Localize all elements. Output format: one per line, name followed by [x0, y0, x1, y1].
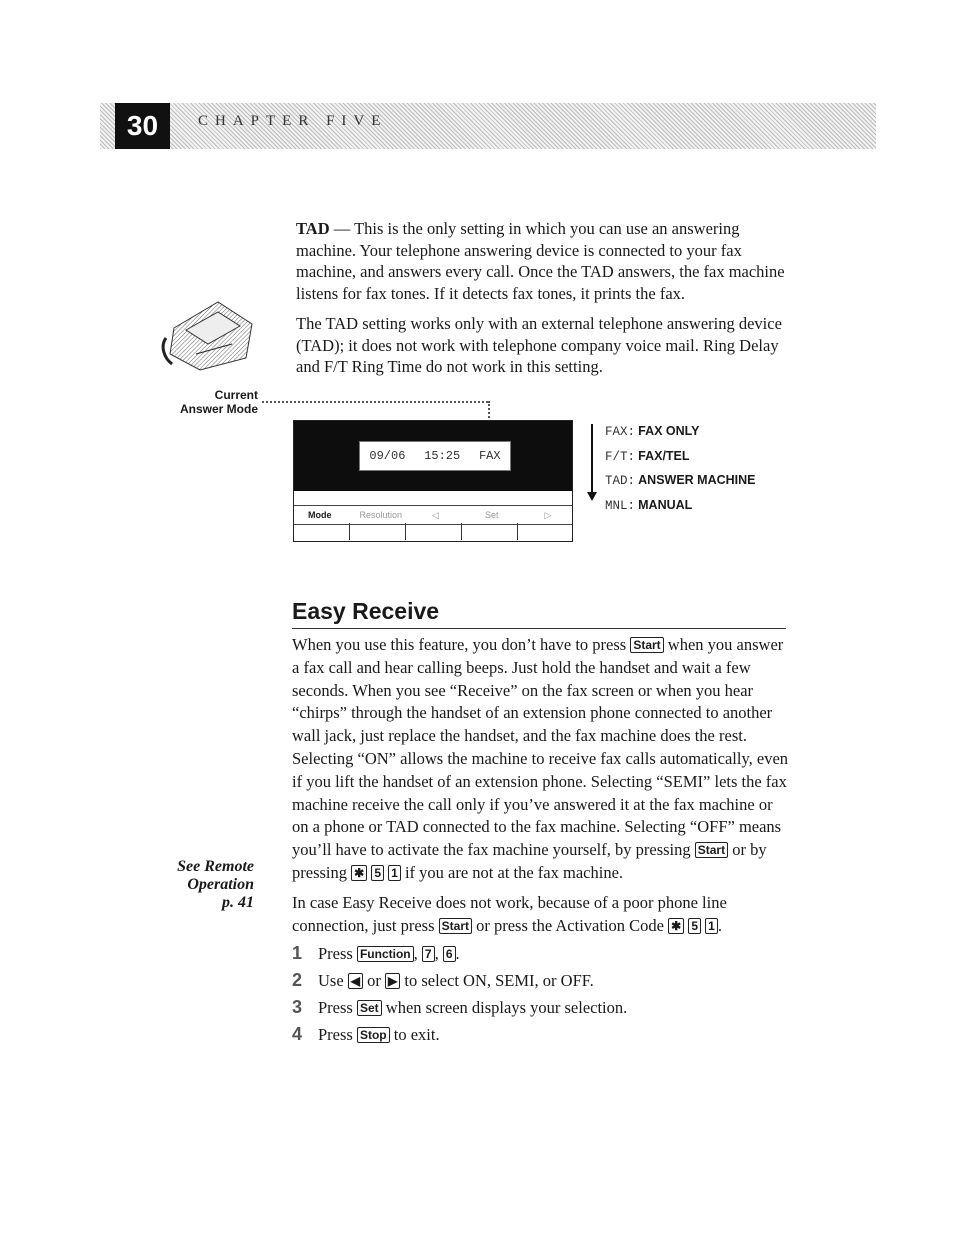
star-key: ✱ — [351, 865, 367, 881]
side-note-see-remote-operation: See Remote Operation p. 41 — [177, 858, 254, 911]
set-key: Set — [357, 1000, 382, 1016]
easy-receive-paragraph-1: When you use this feature, you don’t have to press Start when you answer a fax call and hear calling beeps. Just hold the handset and wait a few seconds. When you see “Receive” on the fax screen or when you hear “chirps” through the handset of an extension phone connected to another wall jack, just replace the handset, and the fax machine does the rest. Selecting “ON” allows the machine to receive fax calls automatically, even if you lift the handset of an extension phone. Selecting “SEMI” lets the fax machine receive the call only if you’ve answered it at the fax machine or on a phone or TAD connected to the fax machine. Selecting “OFF” means you’ll have to activate the fax machine yourself, by pressing Start or by pressing ✱ 5 1 if you are not at the fax machine. — [292, 635, 789, 882]
panel-key-labels — [294, 505, 572, 525]
lcd-time: 15:25 — [424, 449, 461, 463]
arrow-down-icon — [587, 492, 597, 501]
tad-paragraph-2: The TAD setting works only with an external telephone answering device (TAD); it does not work with telephone company voice mail. Ring Delay and F/T Ring Time do not work in this setting. — [296, 314, 782, 376]
mode-item-tad: TAD: ANSWER MACHINE — [605, 473, 756, 488]
right-arrow-key: ▶ — [385, 973, 400, 989]
five-key: 5 — [688, 918, 701, 934]
one-key: 1 — [705, 918, 718, 934]
right-arrow-key[interactable] — [518, 523, 573, 540]
steps-list — [292, 940, 788, 1048]
tad-term: TAD — [296, 219, 330, 238]
start-key: Start — [630, 637, 663, 653]
section-title: Easy Receive — [292, 598, 440, 624]
lcd-date: 09/06 — [369, 449, 406, 463]
left-arrow-key-label: ◁ — [432, 509, 439, 520]
step-2: 2 Use ◀ or ▶ to select ON, SEMI, or OFF. — [292, 970, 594, 991]
six-key: 6 — [443, 946, 456, 962]
left-arrow-key: ◀ — [348, 973, 363, 989]
function-key: Function — [357, 946, 414, 962]
resolution-key-label: Resolution — [359, 510, 403, 520]
dotted-leader — [262, 401, 488, 403]
resolution-key[interactable] — [350, 523, 406, 540]
left-arrow-key[interactable] — [406, 523, 462, 540]
mode-item-fax: FAX: FAX ONLY — [605, 424, 700, 439]
set-key-label: Set — [484, 510, 499, 520]
lcd-mode: FAX — [478, 449, 501, 463]
mode-key[interactable] — [294, 523, 350, 540]
seven-key: 7 — [422, 946, 435, 962]
right-arrow-key-label: ▷ — [544, 509, 552, 520]
star-key: ✱ — [668, 918, 684, 934]
mode-key-label: Mode — [308, 510, 332, 520]
start-key: Start — [439, 918, 472, 934]
easy-receive-paragraph-2: In case Easy Receive does not work, because of a poor phone line connection, just press Start or press the Activation Code ✱ 5 1 . — [292, 892, 727, 935]
chapter-title: CHAPTER FIVE — [198, 113, 388, 129]
start-key: Start — [695, 842, 728, 858]
tad-paragraph-1: TAD — This is the only setting in which you can use an answering machine. Your telephone answering device is connected to your fax machine, and answers every call. Once the TAD answers, the fax machine listens for fax tones. If it detects fax tones, it prints the fax. — [296, 219, 785, 303]
tad-section — [296, 218, 791, 378]
mode-item-ft: F/T: FAX/TEL — [605, 448, 690, 464]
one-key: 1 — [388, 865, 401, 881]
five-key: 5 — [371, 865, 384, 881]
current-answer-mode-caption: Current Answer Mode — [179, 388, 258, 416]
mode-cycle-arrow — [591, 424, 593, 494]
page-number: 30 — [115, 103, 170, 149]
easy-receive-body — [292, 634, 788, 1048]
section-rule — [292, 628, 786, 629]
fax-control-panel — [293, 420, 573, 542]
set-key[interactable] — [462, 523, 518, 540]
step-3: 3 Press Set when screen displays your selection. — [292, 997, 628, 1018]
lcd-display — [359, 441, 511, 471]
stop-key: Stop — [357, 1027, 390, 1043]
step-4: 4 Press Stop to exit. — [292, 1024, 440, 1045]
answer-mode-list — [605, 420, 756, 518]
fax-machine-icon — [160, 294, 256, 372]
step-1: 1 Press Function , 7 , 6 . — [292, 943, 460, 964]
mode-item-mnl: MNL: MANUAL — [605, 497, 693, 513]
